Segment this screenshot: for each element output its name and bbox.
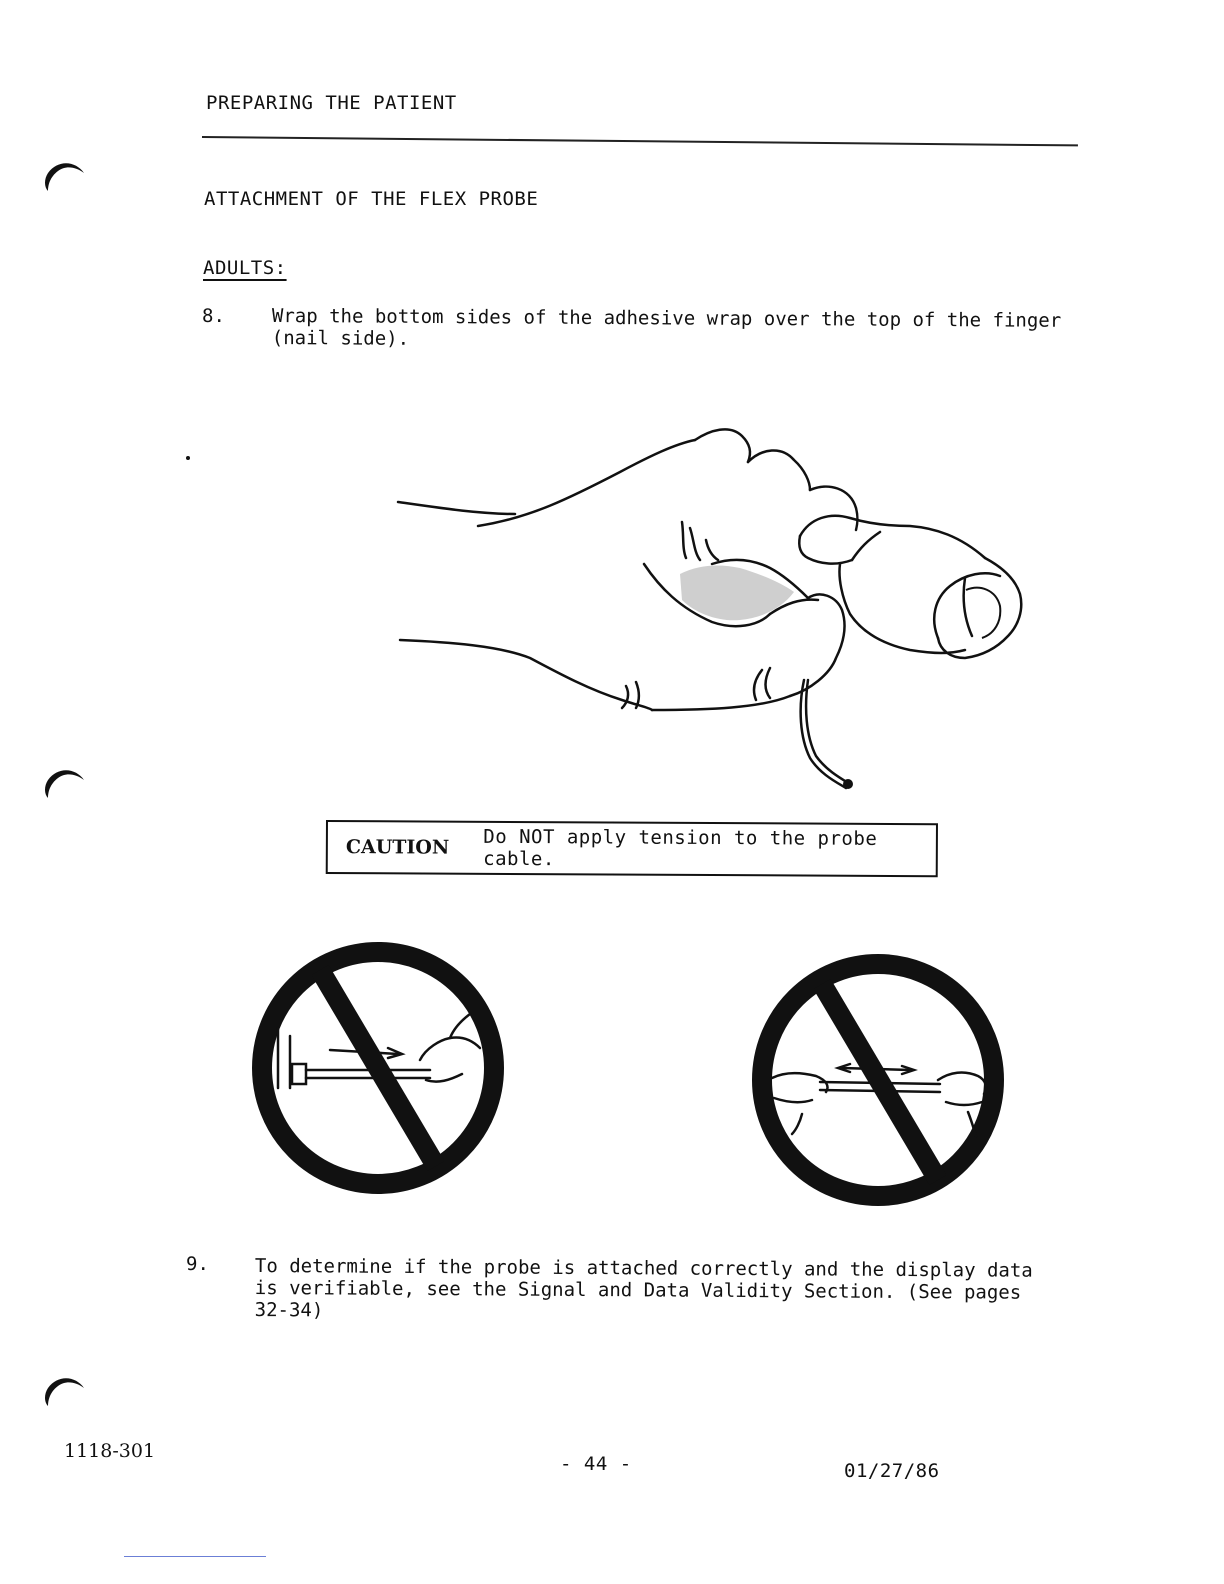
binder-hole-mark-middle [40, 762, 90, 812]
caution-box [326, 820, 938, 877]
step-8-number: 8. [202, 305, 225, 327]
binder-hole-mark-bottom [40, 1370, 90, 1420]
stray-dot [186, 456, 190, 460]
binder-hole-mark-top [40, 155, 90, 205]
document-number: 1118-301 [64, 1440, 156, 1462]
revision-date: 01/27/86 [844, 1460, 940, 1482]
hand-probe-illustration [390, 418, 1040, 798]
step-9-number: 9. [186, 1253, 209, 1275]
step-9-text: To determine if the probe is attached correctly and the display data is verifiable, see the Signal and Data Validity Section. (See pages 32-34) [254, 1255, 1033, 1322]
subheading-adults: ADULTS: [203, 257, 287, 279]
page-number: - 44 - [560, 1453, 632, 1475]
caution-text: Do NOT apply tension to the probe cable. [483, 825, 878, 871]
no-stretching-cable-icon [750, 952, 1006, 1208]
step-8-text: Wrap the bottom sides of the adhesive wrap over the top of the finger (nail side). [271, 305, 1062, 350]
section-title: ATTACHMENT OF THE FLEX PROBE [204, 188, 539, 210]
header-rule [202, 136, 1078, 146]
caution-label: CAUTION [345, 836, 450, 859]
no-pulling-cable-icon [250, 940, 506, 1196]
bottom-rule [124, 1556, 266, 1557]
page-header: PREPARING THE PATIENT [206, 92, 457, 114]
